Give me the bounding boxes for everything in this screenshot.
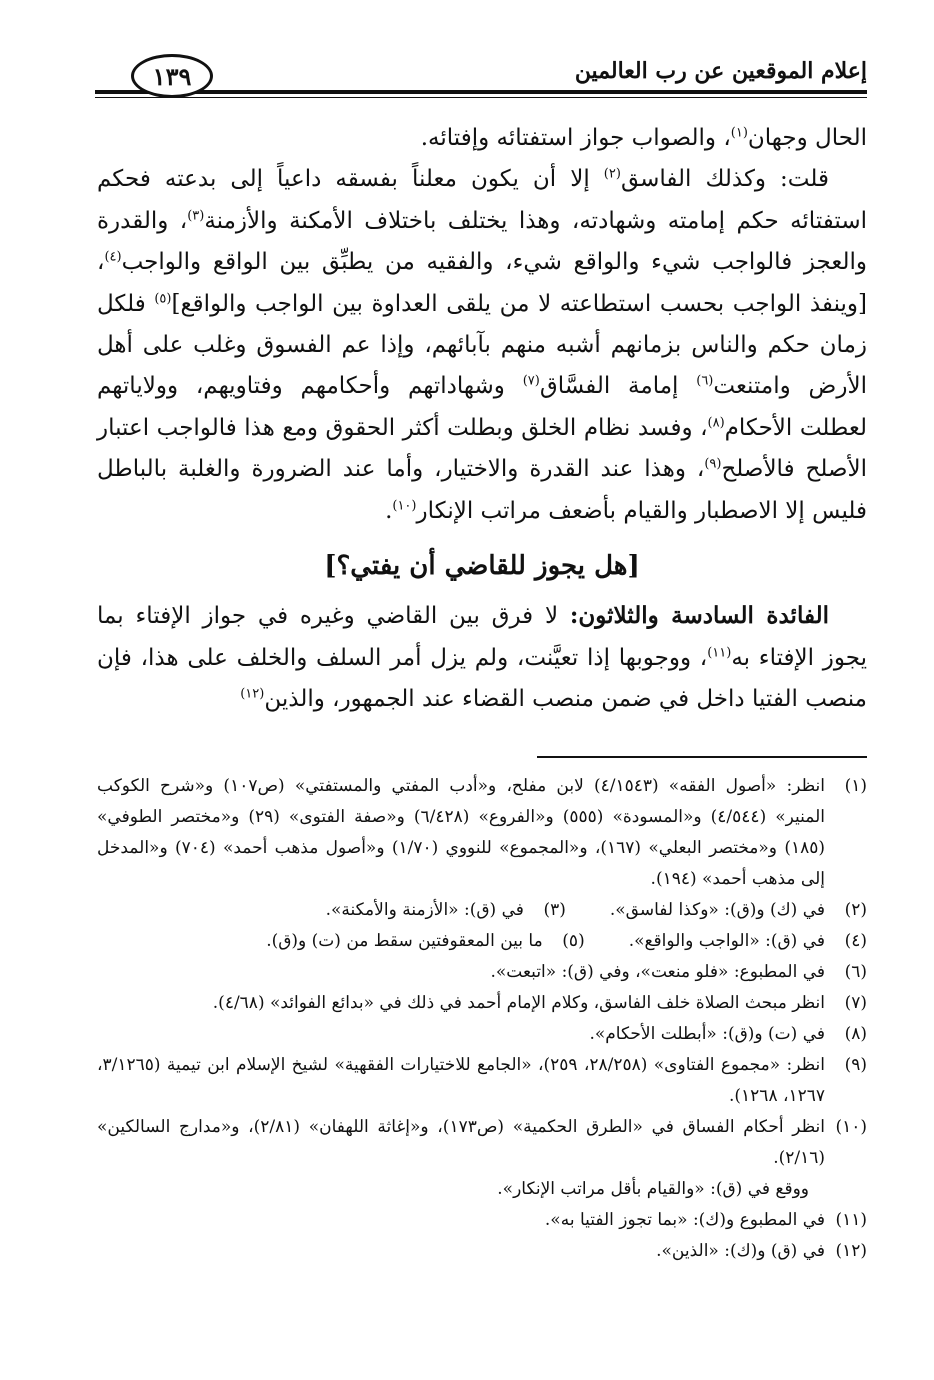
footnote-ref[interactable]: (١٠): [392, 498, 417, 513]
footnote-ref[interactable]: (٩): [704, 456, 722, 472]
footnote-pair: [97, 926, 867, 957]
footnote-number: (٦): [844, 962, 867, 982]
text-segment: ، وفسد نظام الخلق وبطلت أكثر الحقوق ومع هذا فالواجب اعتبار الأصلح فالأصلح: [97, 414, 868, 483]
footnote-number: (١٢): [835, 1241, 867, 1261]
footnote-number: (١٠): [835, 1117, 867, 1137]
footnote-item: [97, 1019, 867, 1050]
footnote-item: [97, 988, 867, 1019]
text-segment: .: [385, 497, 393, 524]
footnote-item: [97, 1205, 867, 1236]
page-number: ١٣٩: [131, 54, 213, 98]
footnote-separator: [537, 756, 867, 758]
text-segment: الحال وجهان: [747, 125, 867, 151]
footnote-text: انظر: «أصول الفقه» (٤/١٥٤٣) لابن مفلح، و«أدب المفتي والمستفتي» (ص١٠٧) و«شرح الكوكب المنير» (٤/٥٤٤) و«المسودة» (٥٥٥) و«الفروع» (٦/٤٢٨) و«صفة الفتوى» (٢٩) و«مختصر الطوفي» (١٨٥) و«مختصر البعلي» (١٦٧)، و«المجموع» للنووي (١/٧٠) و«أصول مذهب أحمد» (٧٠٤) و«المدخل إلى مذهب أحمد» (١٩٤).: [97, 776, 826, 889]
footnote-ref[interactable]: (١١): [707, 645, 732, 661]
running-title: إعلام الموقعين عن رب العالمين: [574, 58, 867, 84]
footnote-text: في (ت) و(ق): «أبطلت الأحكام».: [589, 1024, 825, 1044]
footnote-number: (٤): [844, 931, 867, 951]
footnote-ref[interactable]: (١٢): [240, 686, 265, 702]
footnote-pair: [97, 895, 867, 926]
text-segment: ، [وينفذ الواجب بحسب استطاعته لا من يلقى العداوة بين الواجب والواقع]: [97, 249, 867, 317]
text-segment: إمامة الفسَّاق: [539, 373, 697, 400]
footnote-text: انظر أحكام الفساق في «الطرق الحكمية» (ص١٧٣)، و«إغاثة اللهفان» (٢/٨١)، و«مدارج السالكين» (٢/١٦).: [97, 1117, 825, 1168]
footnote-number: (٢): [844, 900, 867, 920]
page-header: [95, 54, 867, 102]
footnote-number: (٣): [543, 900, 566, 920]
text-segment: ، والقدرة والعجز فالواجب شيء والواقع شيء، والفقيه من يطبِّق بين الواقع والواجب: [97, 207, 867, 276]
paragraph-1: [97, 118, 867, 159]
footnote-ref[interactable]: (٧): [522, 373, 540, 389]
footnote-item: [266, 926, 585, 957]
footnote-text: في (ق): «الواجب والواقع».: [628, 931, 825, 951]
footnote-item: [610, 895, 867, 926]
footnote-item: [326, 895, 566, 926]
footnote-ref[interactable]: (٦): [696, 373, 714, 389]
footnote-text: في (ق): «الأزمنة والأمكنة».: [325, 900, 524, 920]
footnote-item: [629, 926, 867, 957]
paragraph-2: [97, 159, 867, 532]
text-segment: ، ووجوبها إذا تعيَّنت، ولم يزل أمر السلف والخلف على هذا، فإن منصب الفتيا داخل في ضمن منصب القضاء عند الجمهور، والذين: [97, 644, 867, 713]
section-heading: [هل يجوز للقاضي أن يفتي؟]: [324, 551, 640, 582]
footnote-number: (٧): [844, 993, 867, 1013]
footnote-item: [97, 1236, 867, 1267]
footnote-number: (٥): [562, 931, 585, 951]
footnote-text: انظر: «مجموع الفتاوى» (٢٨/٢٥٨، ٢٥٩)، «الجامع للاختيارات الفقهية» لشيخ الإسلام ابن تيمية (٣/١٢٦٥، ١٢٦٧، ١٢٦٨).: [97, 1055, 825, 1106]
footnote-number: (١١): [835, 1210, 867, 1230]
footnote-number: (٨): [844, 1024, 867, 1044]
footnote-ref[interactable]: (٣): [187, 208, 205, 224]
footnote-ref[interactable]: (٤): [104, 249, 122, 265]
footnote-text: ما بين المعقوفتين سقط من (ت) و(ق).: [266, 931, 543, 951]
benefit-label: الفائدة السادسة والثلاثون:: [569, 602, 829, 630]
footnote-item: [97, 771, 867, 895]
footnote-text: في المطبوع: «فلو منعت»، وفي (ق): «اتبعت».: [490, 962, 825, 982]
footnote-text: انظر مبحث الصلاة خلف الفاسق، وكلام الإمام أحمد في ذلك في «بدائع الفوائد» (٤/٦٨).: [212, 993, 825, 1013]
footnote-text: في (ك) و(ق): «وكذا لفاسق».: [609, 900, 825, 920]
text-segment: إلا أن يكون معلناً بفسقه داعياً إلى بدعته فحكم استفتائه حكم إمامته وشهادته، وهذا يختلف باختلاف الأمكنة والأزمنة: [97, 166, 867, 234]
paragraph-3: [97, 595, 867, 720]
header-rule-thin: [95, 97, 867, 98]
text-segment: وشهاداتهم وأحكامهم وفتاويهم، وولاياتهم لعطلت الأحكام: [97, 373, 868, 441]
footnote-text: في (ق) و(ك): «الذين».: [656, 1241, 825, 1261]
footnote-number: (١): [844, 776, 867, 796]
main-text: [97, 118, 867, 721]
footnote-item: [97, 1112, 867, 1174]
footnote-ref[interactable]: (١): [730, 125, 748, 141]
footnote-item: [97, 1050, 867, 1112]
text-segment: لا فرق بين القاضي وغيره في جواز الإفتاء بما يجوز الإفتاء به: [97, 603, 867, 671]
footnote-continuation: ووقع في (ق): «والقيام بأقل مراتب الإنكار».: [497, 1179, 809, 1199]
footnotes: [97, 771, 867, 1267]
footnote-number: (٩): [844, 1055, 867, 1075]
text-segment: فلكل زمان حكم والناس بزمانهم أشبه منهم بآبائهم، وإذا عم الفسوق وغلب على أهل الأرض وامتنعت: [97, 290, 867, 400]
footnote-ref[interactable]: (٥): [154, 290, 172, 306]
footnote-ref[interactable]: (٢): [603, 166, 621, 182]
text-segment: ، والصواب جواز استفتائه وإفتائه.: [420, 125, 731, 151]
footnote-ref[interactable]: (٨): [707, 415, 725, 431]
text-segment: ، وهذا عند القدرة والاختيار، وأما عند الضرورة والغلبة بالباطل فليس إلا الاصطبار والقيام بأضعف مراتب الإنكار: [97, 456, 867, 524]
text-segment: قلت: وكذلك الفاسق: [620, 166, 829, 193]
footnote-item: [97, 957, 867, 988]
footnote-text: في المطبوع و(ك): «بما تجوز الفتيا به».: [544, 1210, 825, 1230]
header-rule-thick: [95, 90, 867, 94]
